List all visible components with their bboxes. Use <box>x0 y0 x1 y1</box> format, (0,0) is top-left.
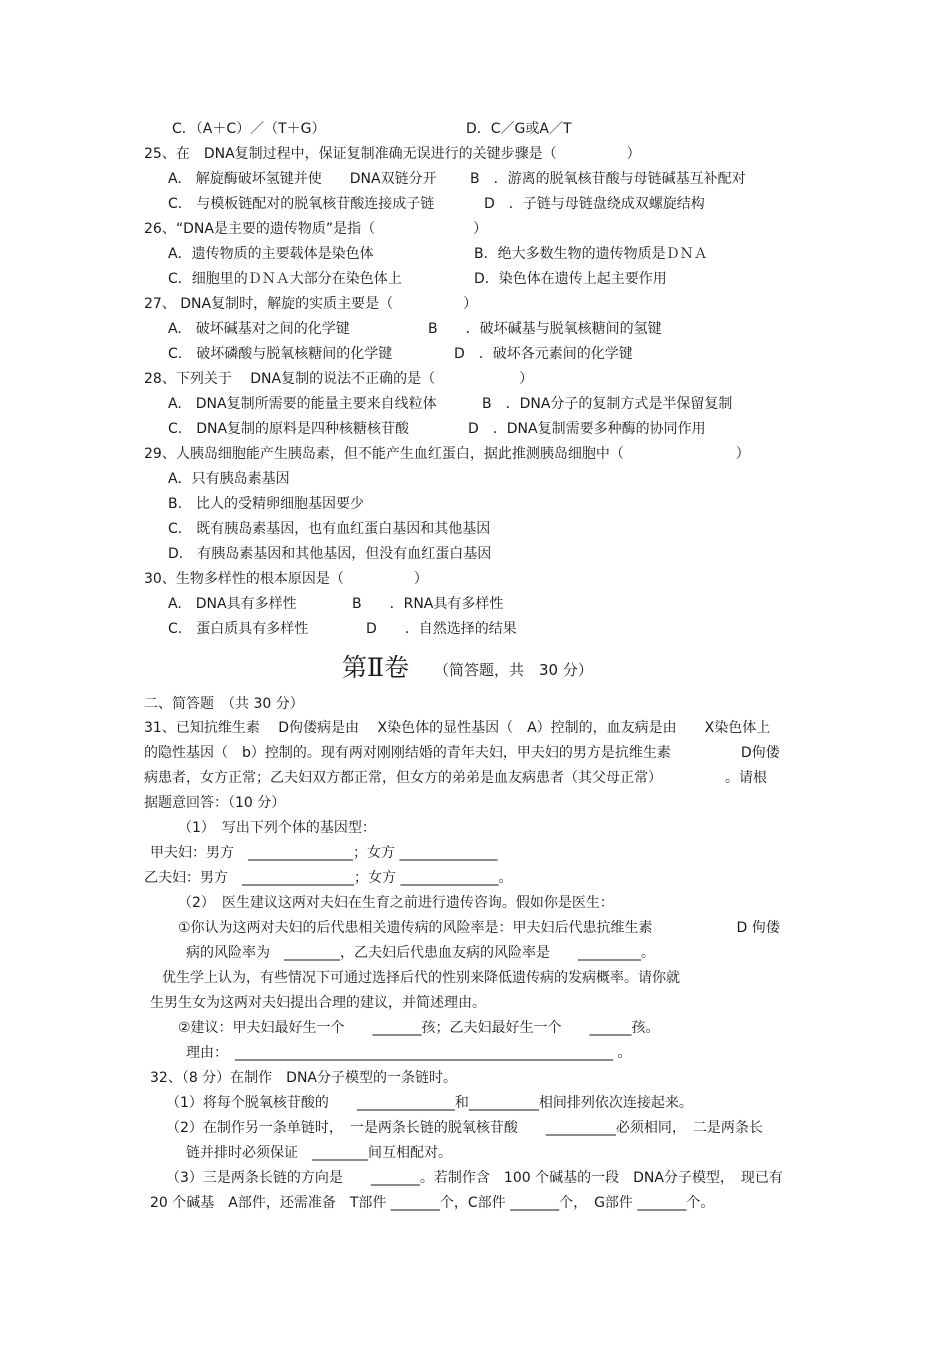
q31-stem-line-3: 病患者，女方正常；乙夫妇双方都正常，但女方的弟弟是血友病患者（其父母正常） 。请根 <box>144 770 767 786</box>
q24-option-c: C．（A＋C）／（T＋G） <box>172 121 326 137</box>
part2-title: 第Ⅱ卷 <box>342 653 409 682</box>
q27-option-a: A. 破坏碱基对之间的化学键 <box>168 321 350 337</box>
part2-subtitle: （简答题，共 30 分） <box>434 661 593 679</box>
q26-option-a: A．遗传物质的主要载体是染色体 <box>168 246 374 262</box>
q25-option-c: C. 与模板链配对的脱氧核苷酸连接成子链 <box>168 196 435 212</box>
q31-stem-line-4: 据题意回答：（10 分） <box>144 795 286 811</box>
q29-option-b: B. 比人的受精卵细胞基因要少 <box>168 496 365 512</box>
q27-option-b: B ．破坏碱基与脱氧核糖间的氢键 <box>428 321 662 337</box>
q31-part-2: （2） 医生建议这两对夫妇在生育之前进行遗传咨询。假如你是医生： <box>178 895 614 911</box>
q32-item-3-line-2: 20 个碱基 A部件，还需准备 T部件 _______个，C部件 _______个， G部件 _______个。 <box>150 1195 715 1211</box>
q30-option-c: C. 蛋白质具有多样性 <box>168 621 309 637</box>
q27-option-d: D ．破坏各元素间的化学键 <box>454 346 633 362</box>
q27-option-c: C. 破坏磷酸与脱氧核糖间的化学键 <box>168 346 393 362</box>
q31-suggestion: ②建议：甲夫妇最好生一个 _______孩；乙夫妇最好生一个 ______孩。 <box>178 1020 660 1036</box>
q26-stem: 26、“DNA是主要的遗传物质”是指（ ） <box>144 221 488 237</box>
q28-option-d: D ．DNA复制需要多种酶的协同作用 <box>468 421 706 437</box>
q32-item-3-line-1: （3）三是两条长链的方向是 _______。若制作含 100 个碱基的一段 DNA分子模型， 现已有 <box>166 1170 783 1186</box>
q31-risk-line-1: ①你认为这两对夫妇的后代患相关遗传病的风险率是：甲夫妇后代患抗维生素 D 佝偻 <box>178 920 780 936</box>
q31-risk-line-2: 病的风险率为 ________，乙夫妇后代患血友病的风险率是 _________。 <box>186 945 655 961</box>
q29-stem: 29、人胰岛细胞能产生胰岛素，但不能产生血红蛋白，据此推测胰岛细胞中（ ） <box>144 446 750 462</box>
q29-option-d: D. 有胰岛素基因和其他基因，但没有血红蛋白基因 <box>168 546 492 562</box>
q32-item-2-line-2: 链并排时必须保证 ________间互相配对。 <box>186 1145 452 1161</box>
q32-item-1: （1）将每个脱氧核苷酸的 ______________和__________相间排列依次连接起来。 <box>166 1095 693 1111</box>
section-heading: 二、简答题 （共 30 分） <box>144 696 304 712</box>
q31-stem-line-1: 31、已知抗维生素 D佝偻病是由 X染色体的显性基因（ A）控制的，血友病是由 X染色体上 <box>144 720 771 736</box>
q25-option-d: D ．子链与母链盘绕成双螺旋结构 <box>484 196 705 212</box>
q31-couple-yi: 乙夫妇：男方 ________________；女方 ______________。 <box>144 870 513 886</box>
q30-stem: 30、生物多样性的根本原因是（ ） <box>144 571 428 587</box>
q30-option-b: B ．RNA具有多样性 <box>352 596 504 612</box>
q25-stem: 25、在 DNA复制过程中，保证复制准确无误进行的关键步骤是（ ） <box>144 146 641 162</box>
q30-option-a: A. DNA具有多样性 <box>168 596 297 612</box>
q26-option-d: D．染色体在遗传上起主要作用 <box>474 271 667 287</box>
q26-option-b: B．绝大多数生物的遗传物质是ＤＮＡ <box>474 246 708 262</box>
q25-option-a: A. 解旋酶破坏氢键并使 DNA双链分开 <box>168 171 437 187</box>
q28-option-b: B ．DNA分子的复制方式是半保留复制 <box>482 396 733 412</box>
q24-option-d: D．C／G或A／T <box>466 121 572 137</box>
q30-option-d: D ．自然选择的结果 <box>366 621 517 637</box>
q29-option-a: A．只有胰岛素基因 <box>168 471 290 487</box>
q29-option-c: C. 既有胰岛素基因，也有血红蛋白基因和其他基因 <box>168 521 491 537</box>
q31-stem-line-2: 的隐性基因（ b）控制的。现有两对刚刚结婚的青年夫妇，甲夫妇的男方是抗维生素 D佝偻 <box>144 745 780 761</box>
q32-stem: 32、（8 分）在制作 DNA分子模型的一条链时。 <box>150 1070 458 1086</box>
q28-stem: 28、下列关于 DNA复制的说法不正确的是（ ） <box>144 371 534 387</box>
q32-item-2-line-1: （2）在制作另一条单链时， 一是两条长链的脱氧核苷酸 __________必须相同， 二是两条长 <box>166 1120 763 1136</box>
q31-eugenics-line-2: 生男生女为这两对夫妇提出合理的建议，并简述理由。 <box>150 995 486 1011</box>
q27-stem: 27、 DNA复制时，解旋的实质主要是（ ） <box>144 296 478 312</box>
q31-couple-jia: 甲夫妇：男方 _______________；女方 ______________ <box>150 845 498 861</box>
q26-option-c: C．细胞里的ＤＮＡ大部分在染色体上 <box>168 271 402 287</box>
q31-eugenics-line-1: 优生学上认为，有些情况下可通过选择后代的性别来降低遗传病的发病概率。请你就 <box>162 970 680 986</box>
q28-option-c: C. DNA复制的原料是四种核糖核苷酸 <box>168 421 410 437</box>
q31-reason: 理由： ______________________________________________________ 。 <box>186 1045 632 1061</box>
q31-part-1: （1） 写出下列个体的基因型： <box>178 820 376 836</box>
q25-option-b: B ．游离的脱氧核苷酸与母链碱基互补配对 <box>470 171 746 187</box>
q28-option-a: A. DNA复制所需要的能量主要来自线粒体 <box>168 396 437 412</box>
